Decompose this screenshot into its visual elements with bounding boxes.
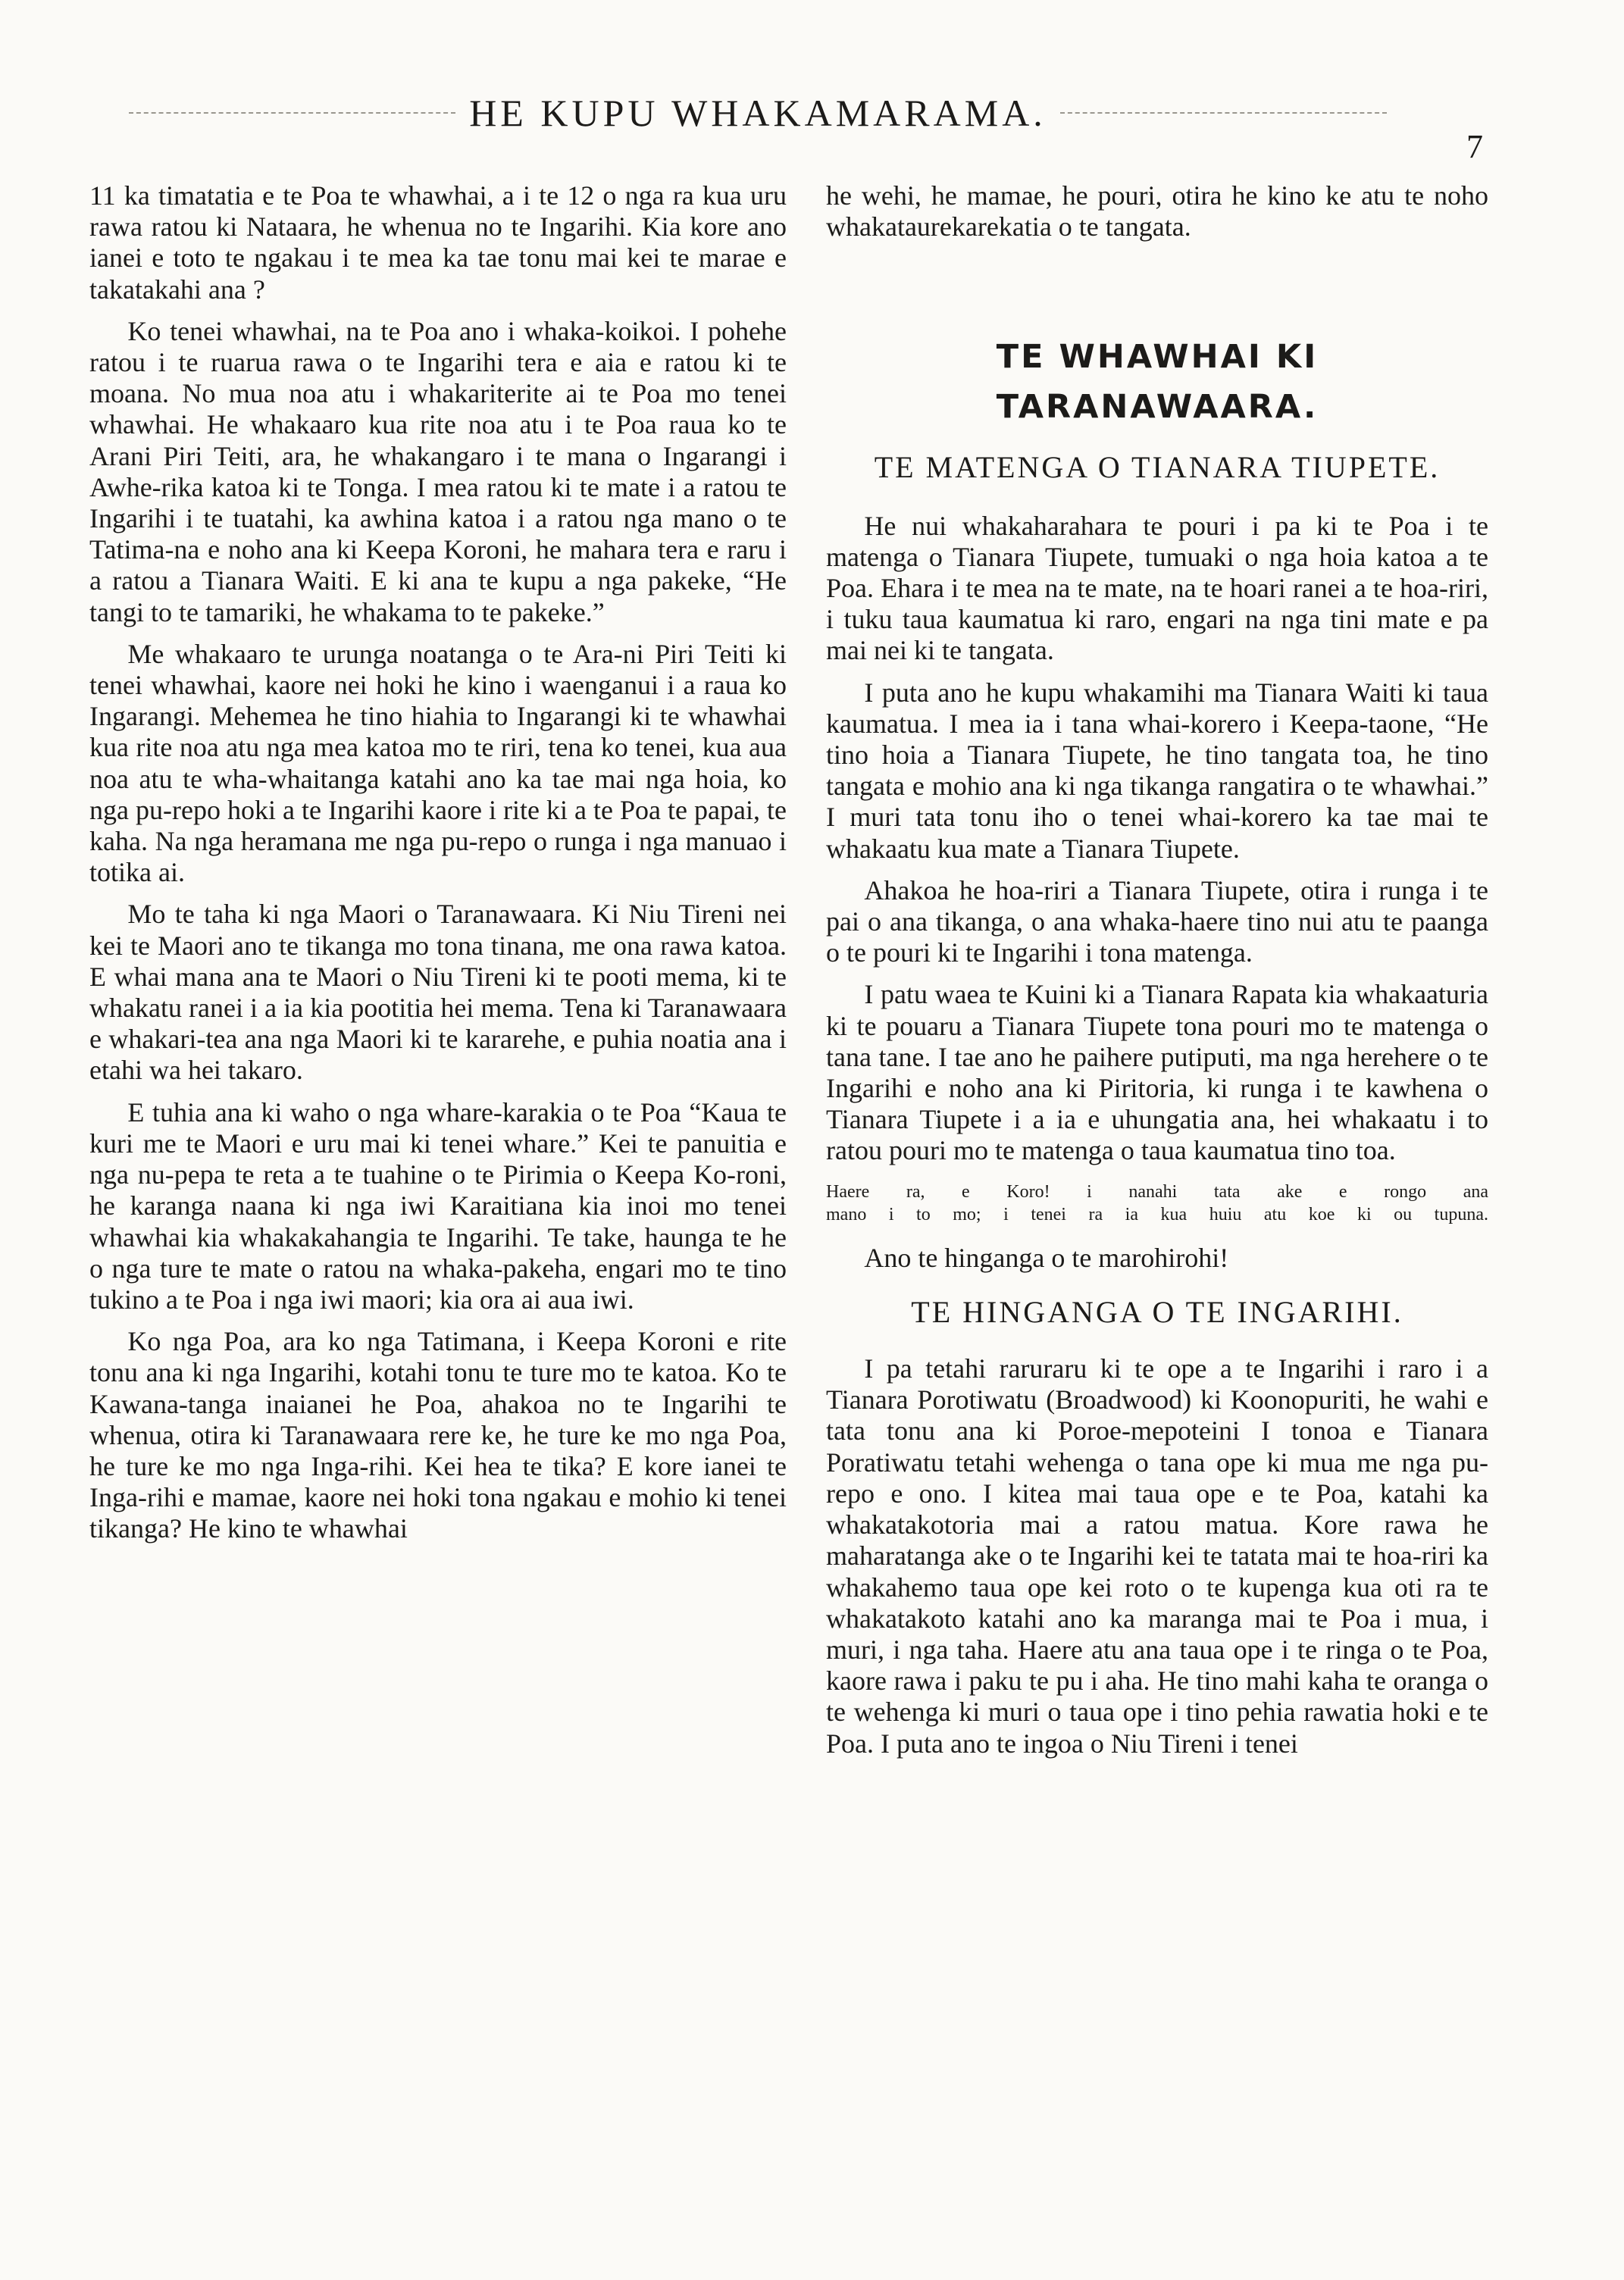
page-header-title: HE KUPU WHAKAMARAMA. (469, 92, 1047, 134)
header-rule-right (1060, 112, 1387, 114)
paragraph: I puta ano he kupu whakamihi ma Tianara Waiti ki taua kaumatua. I mea ia i tana whai-korero i Keepa-taone, “He tino hoia a Tianara Tiupete, he tino tangata toa, he tino tangata e mohio ana ki nga tikanga rangatira o te whawhai.” I muri tata tonu iho o tenei whai-korero ka tae mai te whakaatu kua mate a Tianara Tiupete. (826, 677, 1488, 864)
left-column (89, 180, 787, 1556)
poem-line: mano i to mo; i tenei ra ia kua huiu atu koe ki ou tupuna. (826, 1204, 1488, 1224)
paragraph: E tuhia ana ki waho o nga whare-karakia o te Poa “Kaua te kuri me te Maori e uru mai ki tenei whare.” Kei te panuitia e nga nu-pepa te reta a te tuahine o te Pirimia o Keepa Ko-roni, he karanga naana ki nga iwi Karaitiana kia inoi mo tenei whawhai kia whakakahangia te Ingarihi. Te take, haunga te he o nga ture te mate o ratou na whaka-pakeha, engari mo te tino tukino a te Poa i nga iwi maori; kia ora ai aua iwi. (89, 1096, 787, 1315)
right-column (826, 180, 1488, 1770)
paragraph: I pa tetahi raruraru ki te ope a te Ingarihi i raro i a Tianara Porotiwatu (Broadwood) ki Koonopuriti, he wahi e tata tonu ana ki Poroe-mepoteini I tonoa e Tianara Poratiwatu tetahi wehenga o tana ope ki mua me nga pu-repo e ono. I kitea mai taua ope e te Poa, katahi ka whakatakotoria mai a ratou matua. Kore rawa he maharatanga ake o te Ingarihi kei te tatata mai te hoa-riri ka whakahemo taua ope kei roto o te kupenga kua oti ra te whakatakoto katahi ano ka maranga mai te Poa i mua, i muri, i nga taha. Haere atu ana taua ope i te ringa o te Poa, kaore rawa i paku te pu i aha. He tino mahi kaha te oranga o te wehenga ki muri o taua ope i tino pehia rawatia hoki e te Poa. I puta ano te ingoa o Niu Tireni i tenei (826, 1353, 1488, 1759)
paragraph: Mo te taha ki nga Maori o Taranawaara. Ki Niu Tireni nei kei te Maori ano te tikanga mo tona tinana, me ona rawa katoa. E whai mana ana te Maori o Niu Tireni ki te pooti mema, ki te whakatu ranei i a ia kia pootitia hei mema. Tena ki Taranawaara e whakari-tea ana nga Maori ki te kararehe, e puhia noatia ana i etahi wa hei takaro. (89, 899, 787, 1086)
article-title (826, 332, 1488, 432)
paragraph: Ko nga Poa, ara ko nga Tatimana, i Keepa Koroni e rite tonu ana ki nga Ingarihi, kotahi tonu te ture mo te katoa. Ko te Kawana-tanga inaianei he Poa, ahakoa no te Ingarihi te whenua, otira ki Taranawaara rere ke, he ture ke mo nga Poa, he ture ke mo nga Inga-rihi. Kei hea te tika? E kore ianei te Inga-rihi e mamae, kaore nei hoki tona ngakau e mohio ki tenei tikanga? He kino te whawhai (89, 1326, 787, 1544)
article-title-line: TE WHAWHAI KI (996, 338, 1319, 377)
running-head (129, 91, 1387, 135)
paragraph: He nui whakaharahara te pouri i pa ki te Poa i te matenga o Tianara Tiupete, tumuaki o nga hoia katoa a te Poa. Ehara i te mea na te mate, na te hoari ranei a te hoa-riri, i tuku taua kaumatua ki raro, engari na nga tini mate e pa mai nei ki te tangata. (826, 510, 1488, 666)
paragraph: Ahakoa he hoa-riri a Tianara Tiupete, otira i runga i te pai o ana tikanga, o ana whaka-haere tino nui atu te paanga o te pouri ki te Ingarihi i tona matenga. (826, 874, 1488, 968)
closing-line: Ano te hinganga o te marohirohi! (864, 1242, 1229, 1273)
article-title-line: TARANAWAARA. (996, 388, 1319, 427)
page-number: 7 (1466, 128, 1483, 165)
poem-quote (826, 1181, 1488, 1226)
poem-line: Haere ra, e Koro! i nanahi tata ake e rongo ana (826, 1181, 1488, 1202)
paragraph: Me whakaaro te urunga noatanga o te Ara-ni Piri Teiti ki tenei whawhai, kaore nei hoki he kino i waenganui i a raua ko Ingarangi. Mehemea he tino hiahia to Ingarangi ki te whawhai kua rite noa atu nga mea katoa mo te riri, tena ko tenei, kua aua noa atu te wha-whaitanga katahi ano ka tae mai nga hoia, ko nga pu-repo hoki a te Ingarihi kaore i rite ki a te Poa te papai, te kaha. Na nga heramana me nga pu-repo o runga i nga manuao i totika ai. (89, 638, 787, 888)
paragraph: 11 ka timatatia e te Poa te whawhai, a i te 12 o nga ra kua uru rawa ratou ki Nataara, he whenua no te Ingarihi. Kia kore ano ianei e toto te ngakau i te mea ka tae tonu mai kei te marae e takatakahi ana ? (89, 180, 787, 305)
header-rule-left (129, 112, 455, 114)
section-heading: TE HINGANGA O TE INGARIHI. (911, 1294, 1403, 1329)
paragraph: Ko tenei whawhai, na te Poa ano i whaka-koikoi. I pohehe ratou i te ruarua rawa o te Ingarihi tera e aia e ratou ki te moana. No mua noa atu i whakariterite ai te Poa mo tenei whawhai. He whakaaro kua rite noa atu i te Poa raua ko te Arani Piri Teiti, ara, he whakangaro i te mana o Ingarangi i Awhe-rika katoa ki te Tonga. I mea ratou ki te mate i a ratou te Ingarihi i te tuatahi, ka awhina katoa i a ratou nga mano o te Tatima-na e noho ana ki Keepa Koroni, he mahara tera e raru i a ratou a Tianara Waiti. E ki ana te kupu a nga pakeke, “He tangi to te tamariki, he whakama to te pakeke.” (89, 315, 787, 627)
paragraph: I patu waea te Kuini ki a Tianara Rapata kia whakaaturia ki te pouaru a Tianara Tiupete tona pouri mo te matenga o tana tane. I tae ano he paihere putiputi, ma nga herehere o te Ingarihi e noho ana ki Piritoria, ki runga i te kawhena o Tianara Tiupete i a ia e uhungatia ana, hei whakaatu i to ratou pouri mo te matenga o taua kaumatua tino toa. (826, 979, 1488, 1166)
continuation-paragraph: he wehi, he mamae, he pouri, otira he kino ke atu te noho whakataurekarekatia o te tangata. (826, 180, 1488, 242)
section-heading: TE MATENGA O TIANARA TIUPETE. (874, 450, 1441, 485)
